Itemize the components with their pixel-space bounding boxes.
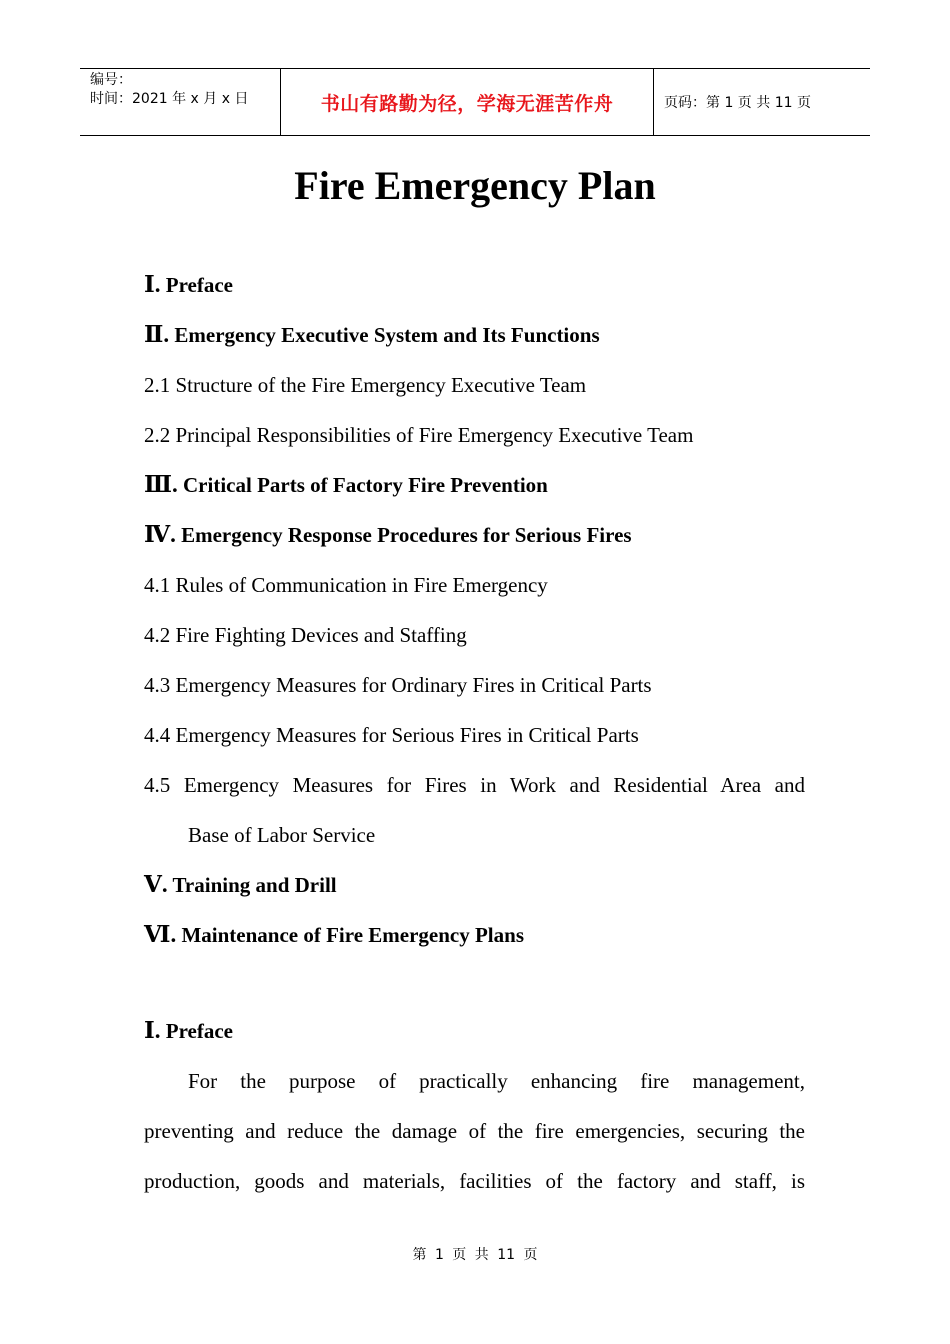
roman-numeral: Ⅰ. bbox=[144, 1018, 161, 1043]
toc-item-label: 4.2 Fire Fighting Devices and Staffing bbox=[144, 623, 467, 647]
document-date-label: 时间：2021 年 x 月 x 日 bbox=[90, 91, 249, 107]
toc-item-label: Emergency Executive System and Its Functions bbox=[169, 323, 600, 347]
header-motto: 书山有路勤为径，学海无涯苦作舟 bbox=[281, 69, 654, 135]
toc-item bbox=[144, 610, 805, 660]
toc-item-4-5-line-2: Base of Labor Service bbox=[188, 823, 376, 847]
paragraph-line: production, goods and materials, facilities of the factory and staff, is bbox=[144, 1169, 805, 1193]
roman-numeral: Ⅴ. bbox=[144, 872, 168, 897]
toc-item bbox=[144, 460, 805, 510]
toc-item-label: Emergency Response Procedures for Serious Fires bbox=[175, 523, 632, 547]
toc-item-maintenance bbox=[144, 910, 805, 960]
roman-numeral: Ⅵ. bbox=[144, 922, 177, 947]
toc-item-label: Critical Parts of Factory Fire Prevention bbox=[177, 473, 548, 497]
toc-item-label: Preface bbox=[160, 273, 233, 297]
toc-item bbox=[144, 310, 805, 360]
toc-item bbox=[144, 560, 805, 610]
roman-numeral: Ⅲ. bbox=[144, 472, 178, 497]
toc-item-label: 4.3 Emergency Measures for Ordinary Fires in Critical Parts bbox=[144, 673, 652, 697]
header-info-cell bbox=[80, 69, 281, 135]
section-heading-label: Preface bbox=[160, 1019, 233, 1043]
toc-item bbox=[144, 660, 805, 710]
toc-item bbox=[144, 360, 805, 410]
roman-numeral: Ⅳ. bbox=[144, 522, 176, 547]
toc-item-training bbox=[144, 860, 805, 910]
paragraph-line: For the purpose of practically enhancing fire management, bbox=[188, 1069, 805, 1093]
toc-item-label: 2.2 Principal Responsibilities of Fire Emergency Executive Team bbox=[144, 423, 694, 447]
section-heading-preface bbox=[144, 1006, 233, 1056]
toc-item bbox=[144, 410, 805, 460]
page-footer: 第 1 页 共 11 页 bbox=[412, 1247, 538, 1263]
header-page-info: 页码：第 1 页 共 11 页 bbox=[664, 95, 811, 111]
toc-item-label: Maintenance of Fire Emergency Plans bbox=[176, 923, 524, 947]
toc-item-label: 4.1 Rules of Communication in Fire Emergency bbox=[144, 573, 548, 597]
toc-item-label: 4.4 Emergency Measures for Serious Fires in Critical Parts bbox=[144, 723, 639, 747]
toc-item bbox=[144, 260, 805, 310]
toc-item bbox=[144, 710, 805, 760]
table-of-contents bbox=[144, 260, 805, 960]
toc-item-label: Training and Drill bbox=[167, 873, 337, 897]
paragraph-line: preventing and reduce the damage of the fire emergencies, securing the bbox=[144, 1119, 805, 1143]
page-header bbox=[80, 68, 870, 136]
toc-item-label: 2.1 Structure of the Fire Emergency Executive Team bbox=[144, 373, 587, 397]
document-title: Fire Emergency Plan bbox=[294, 163, 656, 208]
toc-item bbox=[144, 510, 805, 560]
toc-item-4-5-line-1: 4.5 Emergency Measures for Fires in Work and Residential Area and bbox=[144, 773, 805, 797]
roman-numeral: Ⅰ. bbox=[144, 272, 161, 297]
document-number-label: 编号： bbox=[90, 72, 132, 88]
roman-numeral: Ⅱ. bbox=[144, 322, 170, 347]
preface-paragraph bbox=[144, 1056, 805, 1206]
